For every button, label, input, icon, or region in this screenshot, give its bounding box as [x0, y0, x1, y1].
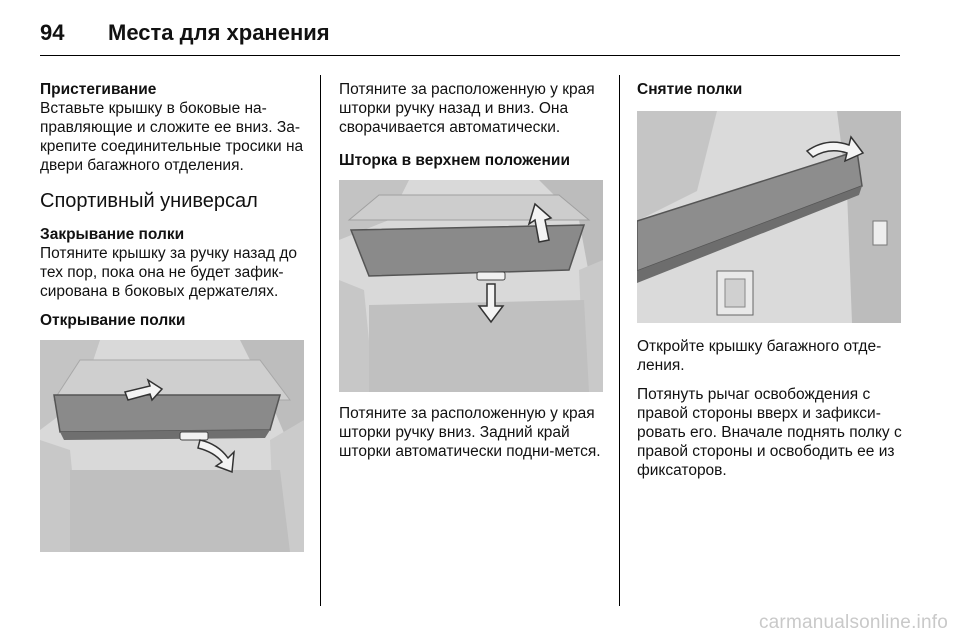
heading-upper-position: Шторка в верхнем положении — [339, 152, 570, 169]
watermark: carmanualsonline.info — [758, 612, 948, 633]
text-pull-down: Потяните за расположенную у края шторки ручку вниз. Задний край шторки автоматически подни-мется. — [339, 405, 601, 460]
cargo-cover-removal-image — [637, 111, 901, 323]
heading-close-shelf: Закрывание полки — [40, 226, 185, 243]
text-open-lid: Откройте крышку багажного отде-ления. — [637, 338, 882, 374]
column-divider-2 — [619, 75, 620, 606]
column-1 — [40, 80, 305, 552]
text-attach: Вставьте крышку в боковые на-правляющие и сложите ее вниз. За-крепите соединительные тросики на двери багажного отделения. — [40, 100, 304, 174]
page-title: Места для хранения — [108, 20, 330, 45]
column-divider-1 — [320, 75, 321, 606]
heading-remove-shelf: Снятие полки — [637, 81, 743, 98]
text-close-shelf: Потяните крышку за ручку назад до тех пор, пока она не будет зафик-сирована в боковых держателях. — [40, 245, 298, 300]
heading-sport-wagon: Спортивный универсал — [40, 190, 258, 212]
heading-attach: Пристегивание — [40, 81, 157, 98]
heading-open-shelf: Открывание полки — [40, 312, 186, 329]
header-rule — [40, 55, 900, 56]
page-number: 94 — [40, 20, 65, 45]
text-release-lever: Потянуть рычаг освобождения с правой стороны вверх и зафикси-ровать его. Вначале поднять полку с правой стороны и освободить ее из фиксаторов. — [637, 386, 902, 479]
column-3 — [637, 80, 905, 480]
cargo-cover-closing-image — [40, 340, 304, 552]
text-pull-back: Потяните за расположенную у края шторки ручку назад и вниз. Она сворачивается автоматически. — [339, 81, 595, 136]
page-header — [40, 14, 920, 44]
column-2 — [339, 80, 604, 461]
cargo-cover-upper-image — [339, 180, 603, 392]
